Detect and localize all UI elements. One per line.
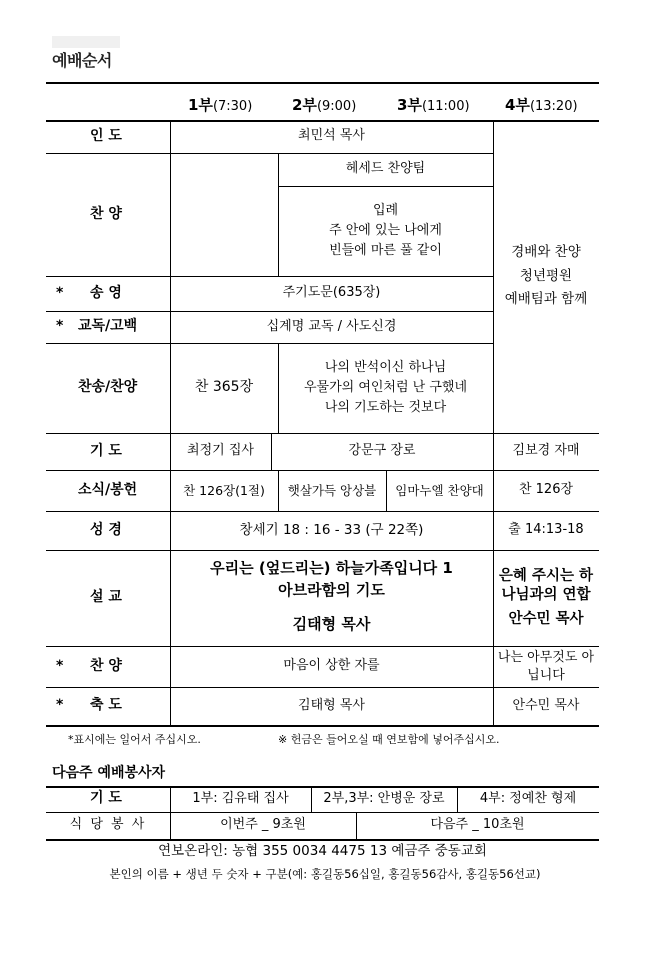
service-4-praise: 경배와 찬양 청년평원 예배팀과 함께 <box>504 244 588 308</box>
next-prayer-2: 2부,3부: 안병운 장로 <box>323 790 445 806</box>
online-offering-note: 본인의 이름 + 생년 두 숫자 + 구분(예: 홍길동56십일, 홍길동56감사, 홍길동56선교) <box>109 867 541 882</box>
offering-s4: 찬 126장 <box>518 482 574 498</box>
doxology-value: 주기도문(635장) <box>282 285 381 301</box>
note-offering: ※ 헌금은 들어오실 때 연보함에 넣어주십시오. <box>278 733 500 746</box>
online-offering: 연보온라인: 농협 355 0034 4475 13 예금주 중동교회 <box>158 842 487 859</box>
label-scripture: 성 경 <box>90 521 122 538</box>
praise-songs <box>278 186 493 276</box>
kitchen-this-week: 이번주 _ 9초원 <box>220 817 306 833</box>
label-benediction: * 축 도 <box>56 697 122 714</box>
scripture-main: 창세기 18 : 16 - 33 (구 22쪽) <box>239 522 424 539</box>
sermon-s4 <box>493 550 599 646</box>
choir-songs: 나의 반석이신 하나님 우물가의 여인처럼 난 구했네 나의 기도하는 것보다 <box>303 359 468 416</box>
label-offering: 소식/봉헌 <box>78 481 138 498</box>
sermon-s4-preacher: 안수민 목사 <box>508 611 584 628</box>
sermon-title: 우리는 (엎드리는) 하늘가족입니다 1 <box>210 559 453 577</box>
prayer-s1: 최정기 집사 <box>187 443 254 459</box>
offering-s1: 찬 126장(1절) <box>183 482 265 498</box>
benediction-s4: 안수민 목사 <box>512 697 580 713</box>
lead-value: 최민석 목사 <box>298 128 365 144</box>
label-doxology: * 송 영 <box>56 284 122 301</box>
service-3-header: 3부(11:00) <box>397 96 470 114</box>
service-1-header: 1부(7:30) <box>188 96 253 114</box>
benediction-main: 김태형 목사 <box>298 697 365 713</box>
label-lead: 인 도 <box>90 127 122 144</box>
label-sermon: 설 교 <box>90 589 122 606</box>
label-praise: 찬 양 <box>90 205 122 222</box>
praise-song-2: 주 안에 있는 나에게 <box>329 222 442 238</box>
sermon-s4-title: 은혜 주시는 하나님과의 연합 <box>498 567 594 603</box>
service-2-header: 2부(9:00) <box>292 96 357 114</box>
sermon-subtitle: 아브라함의 기도 <box>278 580 385 599</box>
sermon-main <box>170 550 493 646</box>
next-prayer-label: 기 도 <box>90 790 122 807</box>
hymn-number: 찬 365장 <box>194 379 254 396</box>
prayer-s4: 김보경 자매 <box>512 443 580 459</box>
label-closing-hymn: * 찬 양 <box>56 657 122 674</box>
label-prayer: 기 도 <box>90 442 122 459</box>
kitchen-label: 식 당 봉 사 <box>69 817 147 833</box>
praise-song-3: 빈들에 마른 풀 같이 <box>329 243 442 259</box>
next-week-title: 다음주 예배봉사자 <box>52 765 166 781</box>
closing-hymn-s4: 나는 아무것도 아닙니다 <box>497 649 595 683</box>
label-hymn: 찬송/찬양 <box>78 379 138 396</box>
praise-song-1: 입례 <box>372 202 399 218</box>
offering-s3: 임마누엘 찬양대 <box>395 482 484 498</box>
top-rule <box>46 82 599 84</box>
label-creed: * 교독/고백 <box>56 318 138 335</box>
closing-hymn-main: 마음이 상한 자를 <box>283 658 380 674</box>
title-highlight <box>52 36 120 48</box>
service-4-header: 4부(13:20) <box>505 96 578 114</box>
creed-value: 십계명 교독 / 사도신경 <box>266 318 397 334</box>
next-prayer-3: 4부: 정예찬 형제 <box>479 790 577 806</box>
offering-s2: 햇살가득 앙상블 <box>287 482 377 498</box>
scripture-s4: 출 14:13-18 <box>508 522 584 538</box>
next-prayer-1: 1부: 김유태 집사 <box>192 790 289 806</box>
sermon-preacher: 김태형 목사 <box>292 614 371 633</box>
kitchen-next-week: 다음주 _ 10초원 <box>430 817 525 833</box>
praise-team: 헤세드 찬양팀 <box>345 161 426 177</box>
note-stand: *표시에는 일어서 주십시오. <box>68 733 201 746</box>
page-title: 예배순서 <box>52 51 112 70</box>
prayer-s23: 강문구 장로 <box>348 443 416 459</box>
